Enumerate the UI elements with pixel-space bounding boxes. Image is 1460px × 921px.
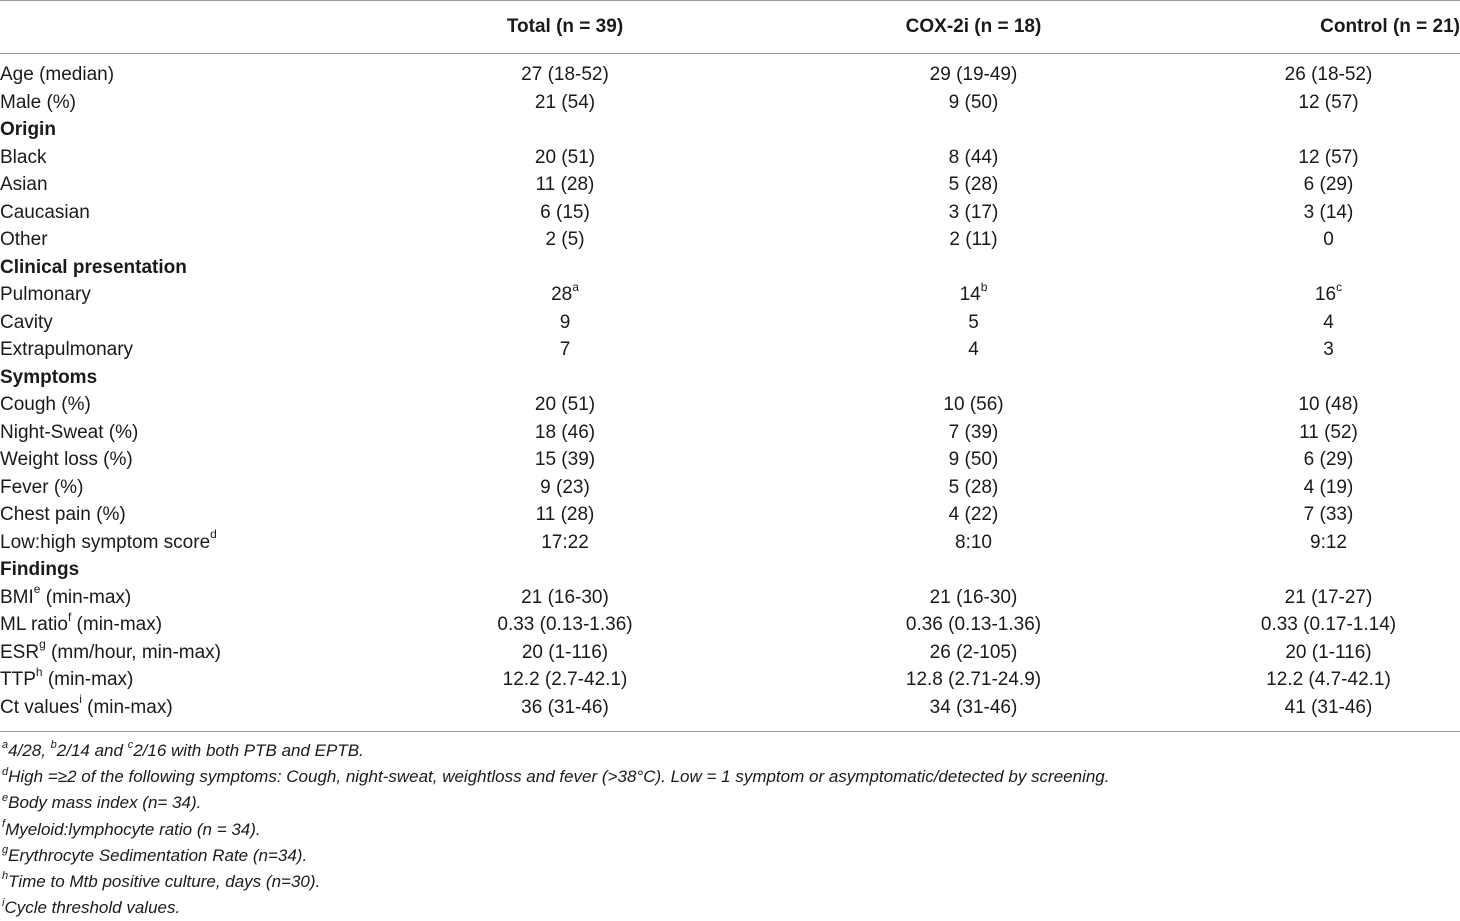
table-header-row — [0, 0, 1460, 53]
table-row — [0, 666, 1460, 694]
table-row — [0, 419, 1460, 447]
row-label: Cavity — [0, 311, 53, 333]
table-cell: 27 (18-52) — [521, 64, 609, 85]
row-label: Pulmonary — [0, 284, 91, 305]
table-cell: 6 (29) — [1303, 174, 1354, 195]
footnote: $^h$Time to Mtb positive culture, days (n=30). — [2, 870, 321, 892]
footnote: $^e$Body mass index (n= 34). — [2, 791, 202, 813]
table-cell: 18 (46) — [534, 421, 596, 443]
row-label: ML ratio$^f$ (min-max) — [0, 609, 163, 635]
footnote-marker: g — [2, 844, 9, 857]
table-cell: 21 (16-30) — [929, 586, 1018, 608]
row-label: Asian — [0, 174, 48, 195]
table-row — [0, 61, 1460, 89]
table-cell: 11 (28) — [535, 504, 595, 525]
header-cox2i: COX-2i (n = 18) — [905, 15, 1042, 37]
bottom-rule — [0, 731, 1460, 732]
footnote-marker: h — [2, 870, 9, 883]
table-cell: 5 — [968, 311, 979, 333]
row-label: Extrapulmonary — [0, 339, 134, 360]
table-cell: 11 (52) — [1299, 421, 1358, 443]
table-cell: 17:22 — [541, 531, 589, 553]
section-title: Clinical presentation — [0, 256, 187, 278]
table-row — [0, 474, 1460, 502]
footnote: $^f$Myeloid:lymphocyte ratio (n = 34). — [2, 817, 261, 839]
section-header-row — [0, 254, 1460, 282]
table-cell: 4 — [1323, 311, 1334, 333]
footnote-marker: c — [127, 739, 134, 752]
table-cell: 16$^c$ — [1314, 279, 1343, 305]
table-cell: 9:12 — [1310, 531, 1347, 553]
table-row — [0, 446, 1460, 474]
table-cell: 3 — [1323, 339, 1334, 360]
footnote: $^a$4/28, $^b$2/14 and $^c$2/16 with both PTB and EPTB. — [2, 739, 364, 760]
table-row — [0, 199, 1460, 227]
table-cell: 0.36 (0.13-1.36) — [905, 614, 1042, 635]
table-cell: 9 — [559, 311, 571, 333]
table-row — [0, 694, 1460, 722]
row-label: Caucasian — [0, 201, 90, 223]
table-cell: 4 (22) — [948, 504, 999, 525]
table-cell: 4 — [968, 339, 979, 360]
footnote: $^g$Erythrocyte Sedimentation Rate (n=34). — [2, 844, 308, 865]
table-cell: 0 — [1323, 229, 1334, 250]
table-row — [0, 584, 1460, 612]
table-cell: 21 (54) — [534, 91, 596, 113]
table-cell: 12.2 (4.7-42.1) — [1266, 669, 1391, 690]
footnote: $^i$Cycle threshold values. — [2, 896, 181, 918]
table-cell: 15 (39) — [534, 449, 596, 470]
row-label: Other — [0, 229, 48, 250]
table-cell: 20 (51) — [534, 394, 596, 415]
table-row — [0, 309, 1460, 337]
section-header-row — [0, 364, 1460, 392]
table-row — [0, 529, 1460, 557]
table-cell: 7 (33) — [1303, 504, 1354, 525]
table-cell: 21 (17-27) — [1284, 586, 1373, 608]
table-cell: 41 (31-46) — [1284, 696, 1373, 718]
table-cell: 5 (28) — [948, 476, 999, 498]
table-cell: 28$^a$ — [551, 279, 579, 305]
table-row — [0, 89, 1460, 117]
row-label: Black — [0, 146, 47, 168]
row-label: Fever (%) — [0, 476, 84, 498]
section-title: Symptoms — [0, 366, 98, 388]
table-cell: 36 (31-46) — [521, 696, 609, 718]
table-cell: 29 (19-49) — [929, 64, 1018, 85]
table-cell: 0.33 (0.17-1.14) — [1260, 614, 1397, 635]
section-header-row — [0, 556, 1460, 584]
table-cell: 8:10 — [955, 531, 992, 553]
footnote-marker: i — [79, 692, 82, 707]
row-label: Ct values$^i$ (min-max) — [0, 692, 173, 718]
row-label: Male (%) — [0, 91, 77, 113]
table-row — [0, 281, 1460, 309]
table-cell: 26 (2-105) — [929, 641, 1018, 663]
table-cell: 11 (28) — [535, 174, 595, 195]
table-cell: 9 (23) — [540, 476, 590, 498]
table-row — [0, 639, 1460, 667]
row-label: Low:high symptom score$^d$ — [0, 527, 217, 553]
footnote-marker: d — [2, 765, 9, 778]
footnote-marker: h — [35, 664, 43, 679]
table-cell: 2 (5) — [545, 229, 585, 250]
header-total: Total (n = 39) — [506, 15, 624, 37]
table-cell: 7 — [559, 339, 571, 360]
table-cell: 0.33 (0.13-1.36) — [497, 614, 633, 635]
footnote-marker: g — [39, 637, 46, 652]
table-cell: 3 (17) — [948, 201, 999, 223]
footnote-marker: e — [2, 791, 9, 804]
table-cell: 34 (31-46) — [929, 696, 1018, 718]
footnote-marker: b — [50, 739, 57, 752]
table-footnotes — [2, 738, 1109, 921]
table-cell: 4 (19) — [1303, 476, 1354, 498]
table-cell: 5 (28) — [948, 174, 999, 195]
table-cell: 20 (51) — [534, 146, 596, 168]
footnote-marker: c — [1336, 279, 1343, 294]
header-control: Control (n = 21) — [1320, 15, 1460, 37]
table-cell: 9 (50) — [948, 449, 999, 470]
row-label: Cough (%) — [0, 394, 91, 415]
table-cell: 12 (57) — [1298, 146, 1359, 168]
table-cell: 14$^b$ — [959, 279, 988, 305]
table-cell: 10 (56) — [943, 394, 1004, 415]
table-cell: 12.2 (2.7-42.1) — [502, 669, 628, 690]
footnote-marker: b — [980, 279, 988, 294]
table-cell: 6 (15) — [540, 201, 590, 223]
table-cell: 12.8 (2.71-24.9) — [905, 669, 1042, 690]
row-label: Weight loss (%) — [0, 449, 133, 470]
table-row — [0, 144, 1460, 172]
row-label: BMI$^e$ (min-max) — [0, 582, 132, 608]
table-row — [0, 226, 1460, 254]
footnote-marker: e — [33, 582, 41, 597]
table-cell: 2 (11) — [949, 229, 998, 250]
footnote-marker: i — [2, 896, 5, 909]
table-cell: 3 (14) — [1303, 201, 1354, 223]
section-title: Origin — [0, 119, 56, 140]
row-label: Night-Sweat (%) — [0, 421, 139, 443]
table-row — [0, 391, 1460, 419]
table-row — [0, 611, 1460, 639]
footnote-marker: a — [572, 279, 579, 294]
table-cell: 20 (1-116) — [1285, 641, 1372, 663]
row-label: Chest pain (%) — [0, 504, 126, 525]
table-cell: 20 (1-116) — [521, 641, 609, 663]
footnote-marker: f — [2, 817, 6, 830]
table-cell: 6 (29) — [1303, 449, 1354, 470]
row-label: Age (median) — [0, 64, 115, 85]
footnote-marker: d — [210, 527, 217, 542]
section-header-row — [0, 116, 1460, 144]
table-row — [0, 171, 1460, 199]
table-cell: 12 (57) — [1298, 91, 1359, 113]
footnote: $^d$High =≥2 of the following symptoms: Cough, night-sweat, weightloss and fever (>38°C). Low = 1 symptom or asymptomatic/detected by screening. — [2, 765, 1110, 787]
footnote-marker: f — [67, 609, 72, 624]
table-cell: 21 (16-30) — [521, 586, 609, 608]
table-cell: 7 (39) — [948, 421, 999, 443]
row-label: ESR$^g$ (mm/hour, min-max) — [0, 637, 222, 663]
table-row — [0, 336, 1460, 364]
table-body — [0, 61, 1460, 721]
footnote-marker: a — [2, 739, 9, 752]
table-cell: 8 (44) — [948, 146, 999, 168]
table-row — [0, 501, 1460, 529]
table-cell: 10 (48) — [1298, 394, 1359, 415]
section-title: Findings — [0, 559, 80, 580]
table-cell: 26 (18-52) — [1284, 64, 1373, 85]
row-label: TTP$^h$ (min-max) — [0, 664, 134, 690]
table-cell: 9 (50) — [948, 91, 999, 113]
header-label-cell — [0, 0, 380, 53]
